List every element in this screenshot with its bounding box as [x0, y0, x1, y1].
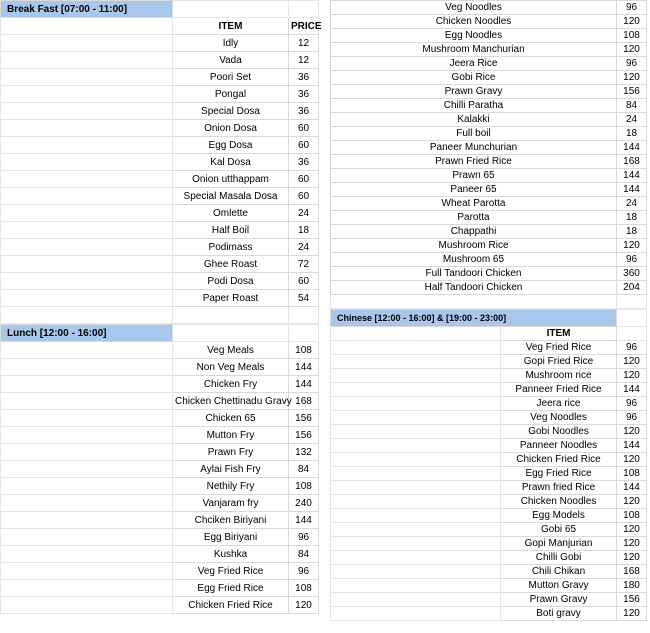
menu-item-name: Prawn Gravy: [501, 593, 617, 607]
menu-row: [1, 35, 319, 52]
menu-item-price: 84: [617, 99, 647, 113]
menu-item-price: 108: [289, 580, 319, 597]
menu-item-price: 24: [617, 113, 647, 127]
menu-item-price: 72: [289, 256, 319, 273]
menu-row: [331, 141, 647, 155]
breakfast-column-header-row: [1, 18, 319, 35]
menu-item-price: 96: [617, 1, 647, 15]
menu-item-name: Chili Chikan: [501, 565, 617, 579]
menu-item-name: Parotta: [331, 211, 617, 225]
menu-item-name: Prawn Fried Rice: [331, 155, 617, 169]
menu-row: [331, 281, 647, 295]
menu-row: [331, 57, 647, 71]
menu-item-name: Paper Roast: [173, 290, 289, 307]
menu-item-price: 60: [289, 137, 319, 154]
menu-row: [1, 86, 319, 103]
menu-row: [331, 253, 647, 267]
breakfast-table: [0, 0, 322, 324]
menu-row: [1, 69, 319, 86]
breakfast-section-header: Break Fast [07:00 - 11:00]: [1, 1, 173, 18]
menu-item-name: Prawn 65: [331, 169, 617, 183]
menu-item-price: 96: [289, 529, 319, 546]
menu-item-name: Ghee Roast: [173, 256, 289, 273]
menu-row: [1, 546, 319, 563]
menu-item-price: 120: [617, 71, 647, 85]
menu-row: [331, 579, 647, 593]
menu-item-name: Veg Noodles: [501, 411, 617, 425]
menu-item-price: 60: [289, 120, 319, 137]
menu-row: [331, 397, 647, 411]
menu-item-price: 156: [289, 427, 319, 444]
menu-item-price: 108: [617, 467, 647, 481]
menu-item-name: Aylai Fish Fry: [173, 461, 289, 478]
menu-row: [1, 427, 319, 444]
menu-row: [1, 103, 319, 120]
menu-item-name: Idly: [173, 35, 289, 52]
menu-item-name: Egg Models: [501, 509, 617, 523]
menu-item-name: Gobi Rice: [331, 71, 617, 85]
menu-item-price: 144: [289, 512, 319, 529]
menu-row: [1, 137, 319, 154]
menu-row: [331, 43, 647, 57]
menu-item-price: 156: [289, 410, 319, 427]
menu-row: [331, 341, 647, 355]
menu-row: [331, 127, 647, 141]
menu-item-price: 168: [289, 393, 319, 410]
menu-item-price: 120: [289, 597, 319, 614]
menu-item-price: 168: [617, 565, 647, 579]
menu-row: [331, 355, 647, 369]
menu-item-name: Prawn Gravy: [331, 85, 617, 99]
menu-item-price: 144: [289, 376, 319, 393]
menu-item-price: 108: [617, 509, 647, 523]
menu-row: [331, 369, 647, 383]
menu-row: [331, 467, 647, 481]
menu-item-name: Veg Fried Rice: [173, 563, 289, 580]
menu-row: [331, 197, 647, 211]
menu-row: [1, 205, 319, 222]
menu-item-price: 132: [289, 444, 319, 461]
menu-item-name: Kal Dosa: [173, 154, 289, 171]
chinese-table: [330, 309, 647, 621]
menu-item-price: 120: [617, 369, 647, 383]
menu-item-price: 24: [617, 197, 647, 211]
menu-item-price: 96: [617, 57, 647, 71]
menu-row: [331, 481, 647, 495]
menu-item-name: Half Tandoori Chicken: [331, 281, 617, 295]
menu-row: [1, 529, 319, 546]
menu-item-price: 180: [617, 579, 647, 593]
menu-item-name: Chicken Fried Rice: [501, 453, 617, 467]
menu-row: [1, 461, 319, 478]
menu-row: [331, 267, 647, 281]
menu-item-price: 96: [617, 397, 647, 411]
menu-row: [331, 71, 647, 85]
menu-item-name: Mutton Gravy: [501, 579, 617, 593]
menu-item-name: Mutton Fry: [173, 427, 289, 444]
menu-item-name: Gobi Noodles: [501, 425, 617, 439]
menu-item-price: 96: [617, 341, 647, 355]
menu-row: [331, 155, 647, 169]
menu-row: [1, 597, 319, 614]
menu-item-price: 96: [617, 411, 647, 425]
menu-item-name: Wheat Parotta: [331, 197, 617, 211]
menu-row: [1, 410, 319, 427]
menu-item-name: Nethily Fry: [173, 478, 289, 495]
left-menu-panel: [0, 0, 322, 614]
menu-item-price: 240: [289, 495, 319, 512]
menu-item-price: 108: [617, 29, 647, 43]
menu-row: [1, 273, 319, 290]
menu-item-name: Panneer Noodles: [501, 439, 617, 453]
menu-item-price: 120: [617, 355, 647, 369]
menu-item-price: 204: [617, 281, 647, 295]
menu-item-price: 60: [289, 273, 319, 290]
lunch-section-header: Lunch [12:00 - 16:00]: [1, 325, 173, 342]
menu-row: [1, 444, 319, 461]
breakfast-item-column-header: ITEM: [173, 18, 289, 35]
menu-item-name: Chilli Gobi: [501, 551, 617, 565]
menu-row: [331, 453, 647, 467]
menu-row: [331, 439, 647, 453]
menu-item-name: Egg Noodles: [331, 29, 617, 43]
menu-item-name: Mushroom Rice: [331, 239, 617, 253]
menu-item-name: Mushroom rice: [501, 369, 617, 383]
menu-item-price: 120: [617, 537, 647, 551]
menu-item-price: 168: [617, 155, 647, 169]
right-top-table: [330, 0, 647, 309]
menu-item-price: 108: [289, 342, 319, 359]
menu-row: [331, 113, 647, 127]
menu-item-name: Chicken Chettinadu Gravy: [173, 393, 289, 410]
menu-item-name: Egg Dosa: [173, 137, 289, 154]
menu-item-price: 144: [617, 141, 647, 155]
menu-item-price: 156: [617, 593, 647, 607]
menu-row: [1, 393, 319, 410]
menu-item-name: Full Tandoori Chicken: [331, 267, 617, 281]
menu-item-name: Pongal: [173, 86, 289, 103]
menu-item-name: Onion Dosa: [173, 120, 289, 137]
menu-row: [1, 171, 319, 188]
menu-item-name: Poori Set: [173, 69, 289, 86]
menu-item-price: 60: [289, 188, 319, 205]
menu-row: [1, 222, 319, 239]
menu-item-name: Chicken Fried Rice: [173, 597, 289, 614]
menu-row: [331, 225, 647, 239]
chinese-column-header-row: [331, 327, 647, 341]
menu-row: [331, 565, 647, 579]
menu-item-name: Boti gravy: [501, 607, 617, 621]
menu-item-name: Full boil: [331, 127, 617, 141]
menu-item-name: Special Masala Dosa: [173, 188, 289, 205]
menu-row: [331, 523, 647, 537]
menu-item-price: 156: [617, 85, 647, 99]
menu-item-name: Podi Dosa: [173, 273, 289, 290]
menu-item-name: Egg Fried Rice: [173, 580, 289, 597]
breakfast-header-row: [1, 1, 319, 18]
menu-item-name: Veg Noodles: [331, 1, 617, 15]
breakfast-price-column-header: PRICE: [289, 18, 319, 35]
menu-item-name: Vanjaram fry: [173, 495, 289, 512]
menu-row: [331, 183, 647, 197]
menu-row: [1, 290, 319, 307]
menu-item-price: 120: [617, 453, 647, 467]
menu-item-price: 144: [617, 439, 647, 453]
menu-row: [331, 495, 647, 509]
menu-item-price: 120: [617, 15, 647, 29]
menu-item-name: Paneer Munchurian: [331, 141, 617, 155]
menu-item-price: 24: [289, 205, 319, 222]
menu-item-price: 12: [289, 35, 319, 52]
menu-item-price: 360: [617, 267, 647, 281]
menu-item-price: 144: [617, 481, 647, 495]
menu-row: [331, 169, 647, 183]
menu-row: [331, 211, 647, 225]
menu-item-price: 108: [289, 478, 319, 495]
menu-item-name: Panneer Fried Rice: [501, 383, 617, 397]
menu-item-price: 120: [617, 43, 647, 57]
menu-item-price: 36: [289, 154, 319, 171]
menu-row: [331, 29, 647, 43]
menu-row: [1, 342, 319, 359]
menu-row: [331, 383, 647, 397]
menu-item-name: Onion utthappam: [173, 171, 289, 188]
menu-item-name: Chicken Fry: [173, 376, 289, 393]
menu-item-price: 120: [617, 523, 647, 537]
chinese-header-row: [331, 310, 647, 327]
menu-item-name: Omlette: [173, 205, 289, 222]
menu-item-price: 144: [617, 169, 647, 183]
menu-row: [1, 580, 319, 597]
menu-item-price: 36: [289, 86, 319, 103]
menu-row: [331, 509, 647, 523]
menu-item-price: 120: [617, 425, 647, 439]
menu-item-name: Gopi Fried Rice: [501, 355, 617, 369]
menu-item-name: Kushka: [173, 546, 289, 563]
menu-item-price: 84: [289, 461, 319, 478]
menu-row: [1, 512, 319, 529]
menu-row: [331, 607, 647, 621]
menu-row: [1, 563, 319, 580]
menu-item-name: Special Dosa: [173, 103, 289, 120]
lunch-table: [0, 324, 319, 614]
menu-row: [1, 376, 319, 393]
menu-row: [331, 411, 647, 425]
menu-item-price: 144: [289, 359, 319, 376]
menu-item-name: Podimass: [173, 239, 289, 256]
menu-item-name: Chicken Noodles: [331, 15, 617, 29]
menu-item-price: 18: [617, 211, 647, 225]
menu-item-price: 120: [617, 239, 647, 253]
menu-item-name: Gobi 65: [501, 523, 617, 537]
menu-item-price: 36: [289, 103, 319, 120]
menu-item-name: Kalakki: [331, 113, 617, 127]
menu-row: [331, 593, 647, 607]
menu-row: [331, 537, 647, 551]
menu-item-name: Mushroom Manchurian: [331, 43, 617, 57]
menu-item-name: Chicken 65: [173, 410, 289, 427]
menu-item-name: Paneer 65: [331, 183, 617, 197]
menu-item-price: 120: [617, 551, 647, 565]
menu-row: [331, 425, 647, 439]
menu-row: [1, 154, 319, 171]
menu-item-name: Vada: [173, 52, 289, 69]
menu-row: [331, 1, 647, 15]
menu-item-name: Mushroom 65: [331, 253, 617, 267]
menu-row: [1, 359, 319, 376]
menu-item-name: Jeera rice: [501, 397, 617, 411]
menu-item-name: Chilli Paratha: [331, 99, 617, 113]
menu-row: [1, 52, 319, 69]
menu-item-name: Chciken Biriyani: [173, 512, 289, 529]
menu-item-name: Jeera Rice: [331, 57, 617, 71]
menu-item-name: Non Veg Meals: [173, 359, 289, 376]
menu-item-price: 24: [289, 239, 319, 256]
menu-item-name: Chicken Noodles: [501, 495, 617, 509]
menu-item-price: 96: [617, 253, 647, 267]
menu-item-price: 120: [617, 495, 647, 509]
menu-item-price: 36: [289, 69, 319, 86]
menu-item-price: 60: [289, 171, 319, 188]
lunch-header-row: [1, 325, 319, 342]
menu-item-price: 144: [617, 383, 647, 397]
menu-item-name: Egg Fried Rice: [501, 467, 617, 481]
menu-item-name: Gopi Manjurian: [501, 537, 617, 551]
menu-item-name: Egg Biriyani: [173, 529, 289, 546]
menu-item-name: Veg Meals: [173, 342, 289, 359]
menu-item-name: Half Boil: [173, 222, 289, 239]
menu-item-price: 54: [289, 290, 319, 307]
chinese-item-column-header: ITEM: [501, 327, 617, 341]
menu-row: [331, 15, 647, 29]
menu-item-name: Prawn fried Rice: [501, 481, 617, 495]
menu-row: [331, 85, 647, 99]
menu-row: [1, 256, 319, 273]
menu-item-price: 18: [617, 225, 647, 239]
menu-row: [331, 551, 647, 565]
menu-row: [1, 120, 319, 137]
menu-item-price: 18: [617, 127, 647, 141]
menu-row: [1, 188, 319, 205]
menu-row: [1, 239, 319, 256]
menu-item-price: 144: [617, 183, 647, 197]
menu-item-price: 120: [617, 607, 647, 621]
right-menu-panel: [330, 0, 647, 621]
menu-item-name: Veg Fried Rice: [501, 341, 617, 355]
menu-item-name: Prawn Fry: [173, 444, 289, 461]
menu-row: [1, 478, 319, 495]
menu-item-price: 18: [289, 222, 319, 239]
menu-item-price: 84: [289, 546, 319, 563]
menu-row: [331, 239, 647, 253]
menu-row: [1, 495, 319, 512]
menu-item-name: Chappathi: [331, 225, 617, 239]
menu-item-price: 12: [289, 52, 319, 69]
menu-item-price: 96: [289, 563, 319, 580]
menu-row: [331, 99, 647, 113]
chinese-section-header: Chinese [12:00 - 16:00] & [19:00 - 23:00]: [331, 310, 617, 327]
